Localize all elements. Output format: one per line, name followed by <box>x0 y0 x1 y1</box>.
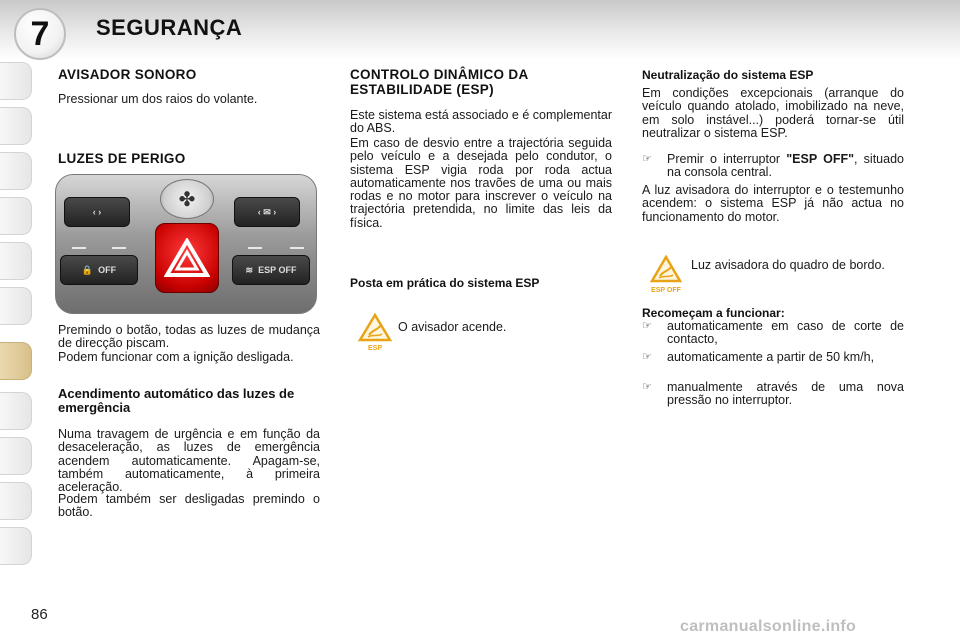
press-bullet <box>642 153 904 180</box>
bullet-hand-icon: ☞ <box>642 153 652 165</box>
console-led <box>290 247 304 249</box>
esp-off-warning-icon <box>642 254 690 294</box>
esp-off-warning-triangle <box>642 254 690 294</box>
chapter-tab[interactable] <box>0 482 32 520</box>
console-led <box>248 247 262 249</box>
neutral-title: Neutralização do sistema ESP <box>642 68 814 82</box>
chapter-number: 7 <box>14 8 66 60</box>
avisador-title: AVISADOR SONORO <box>58 67 197 82</box>
recomecam-title: Recomeçam a funcionar: <box>642 306 785 320</box>
auto-title: Acendimento automático das luzes de emergência <box>58 386 295 415</box>
console-image <box>55 174 317 314</box>
console-led <box>72 247 86 249</box>
console-esp-off-label: ESP OFF <box>258 265 297 275</box>
esp-title: CONTROLO DINÂMICO DA ESTABILIDADE (ESP) <box>350 67 528 97</box>
console-button-lock: 🔒 OFF <box>60 255 138 285</box>
auto-text-1: Numa travagem de urgência e em função da desaceleração, as luzes de emergência acendem automaticamente. Apagam-se, também automaticamente, à primeira aceleração. <box>58 427 320 495</box>
page-number: 86 <box>31 606 48 623</box>
esp-icon-text: O avisador acende. <box>398 320 507 334</box>
neutral-text: Em condições excepcionais (arranque do veículo quando atolado, imobilizado na neve, em solo instável...) poderá tornar-se útil neutralizar o sistema ESP. <box>642 86 904 140</box>
recomecam-bullet-text: manualmente através de uma nova pressão no interruptor. <box>667 380 904 408</box>
watermark: carmanualsonline.info <box>680 618 857 635</box>
esp-off-icon-text: Luz avisadora do quadro de bordo. <box>691 258 885 272</box>
console-off-label: OFF <box>98 265 117 275</box>
press-suffix: , situado na consola central. <box>667 152 904 180</box>
bullet-hand-icon: ☞ <box>642 351 652 363</box>
console-button-right-top: ‹ ✉ › <box>234 197 300 227</box>
perigo-title: LUZES DE PERIGO <box>58 151 186 166</box>
recomecam-bullet-text: automaticamente em caso de corte de contacto, <box>667 319 904 347</box>
recomecam-bullet <box>642 351 904 364</box>
chapter-tab-active[interactable] <box>0 342 32 380</box>
press-text <box>667 153 904 180</box>
avisador-text: Pressionar um dos raios do volante. <box>58 92 258 106</box>
esp-icon-label: ESP <box>367 345 383 352</box>
page-title: SEGURANÇA <box>96 15 243 40</box>
esp-text-1: Este sistema está associado e é complementar do ABS. <box>350 108 612 136</box>
chapter-tab[interactable] <box>0 242 32 280</box>
hazard-button <box>155 223 219 293</box>
chapter-tab[interactable] <box>0 152 32 190</box>
console-button-left-top: ‹ › <box>64 197 130 227</box>
esp-text-2: Em caso de desvio entre a trajectória seguida pelo veículo e a desejada pelo condutor, o sistema ESP vigia roda por roda actua automaticamente nos travões de uma ou mais rodas e no motor para inscrever o veículo na trajectória pretendida, no limite das leis da física. <box>350 136 612 230</box>
esp-off-icon-label: ESP OFF <box>651 287 681 294</box>
bullet-hand-icon: ☞ <box>642 381 652 393</box>
esp-warning-triangle <box>355 312 395 352</box>
recomecam-bullet <box>642 320 904 347</box>
chapter-tabs <box>0 62 34 572</box>
bullet-hand-icon: ☞ <box>642 320 652 332</box>
console-led <box>112 247 126 249</box>
hazard-triangle-icon <box>164 238 210 278</box>
chapter-tab[interactable] <box>0 287 32 325</box>
esp-warning-icon <box>355 312 395 352</box>
chapter-tab[interactable] <box>0 197 32 235</box>
chapter-tab[interactable] <box>0 437 32 475</box>
fan-icon: ✤ <box>160 179 214 219</box>
pratica-title: Posta em prática do sistema ESP <box>350 276 540 290</box>
recomecam-bullet-text: automaticamente a partir de 50 km/h, <box>667 350 875 364</box>
press-prefix: Premir o interruptor <box>667 152 787 166</box>
console-button-esp-off: ≋ ESP OFF <box>232 255 310 285</box>
chapter-tab[interactable] <box>0 107 32 145</box>
auto-text-2: Podem também ser desligadas premindo o botão. <box>58 492 320 520</box>
perigo-text-1: Premindo o botão, todas as luzes de mudança de direcção piscam. <box>58 323 320 351</box>
chapter-tab[interactable] <box>0 392 32 430</box>
press-bold: "ESP OFF" <box>786 152 855 166</box>
perigo-text-2: Podem funcionar com a ignição desligada. <box>58 350 294 364</box>
chapter-tab[interactable] <box>0 62 32 100</box>
recomecam-bullet <box>642 381 904 408</box>
luz-text: A luz avisadora do interruptor e o testemunho acendem: o sistema ESP já não actua no funcionamento do motor. <box>642 183 904 224</box>
chapter-tab[interactable] <box>0 527 32 565</box>
